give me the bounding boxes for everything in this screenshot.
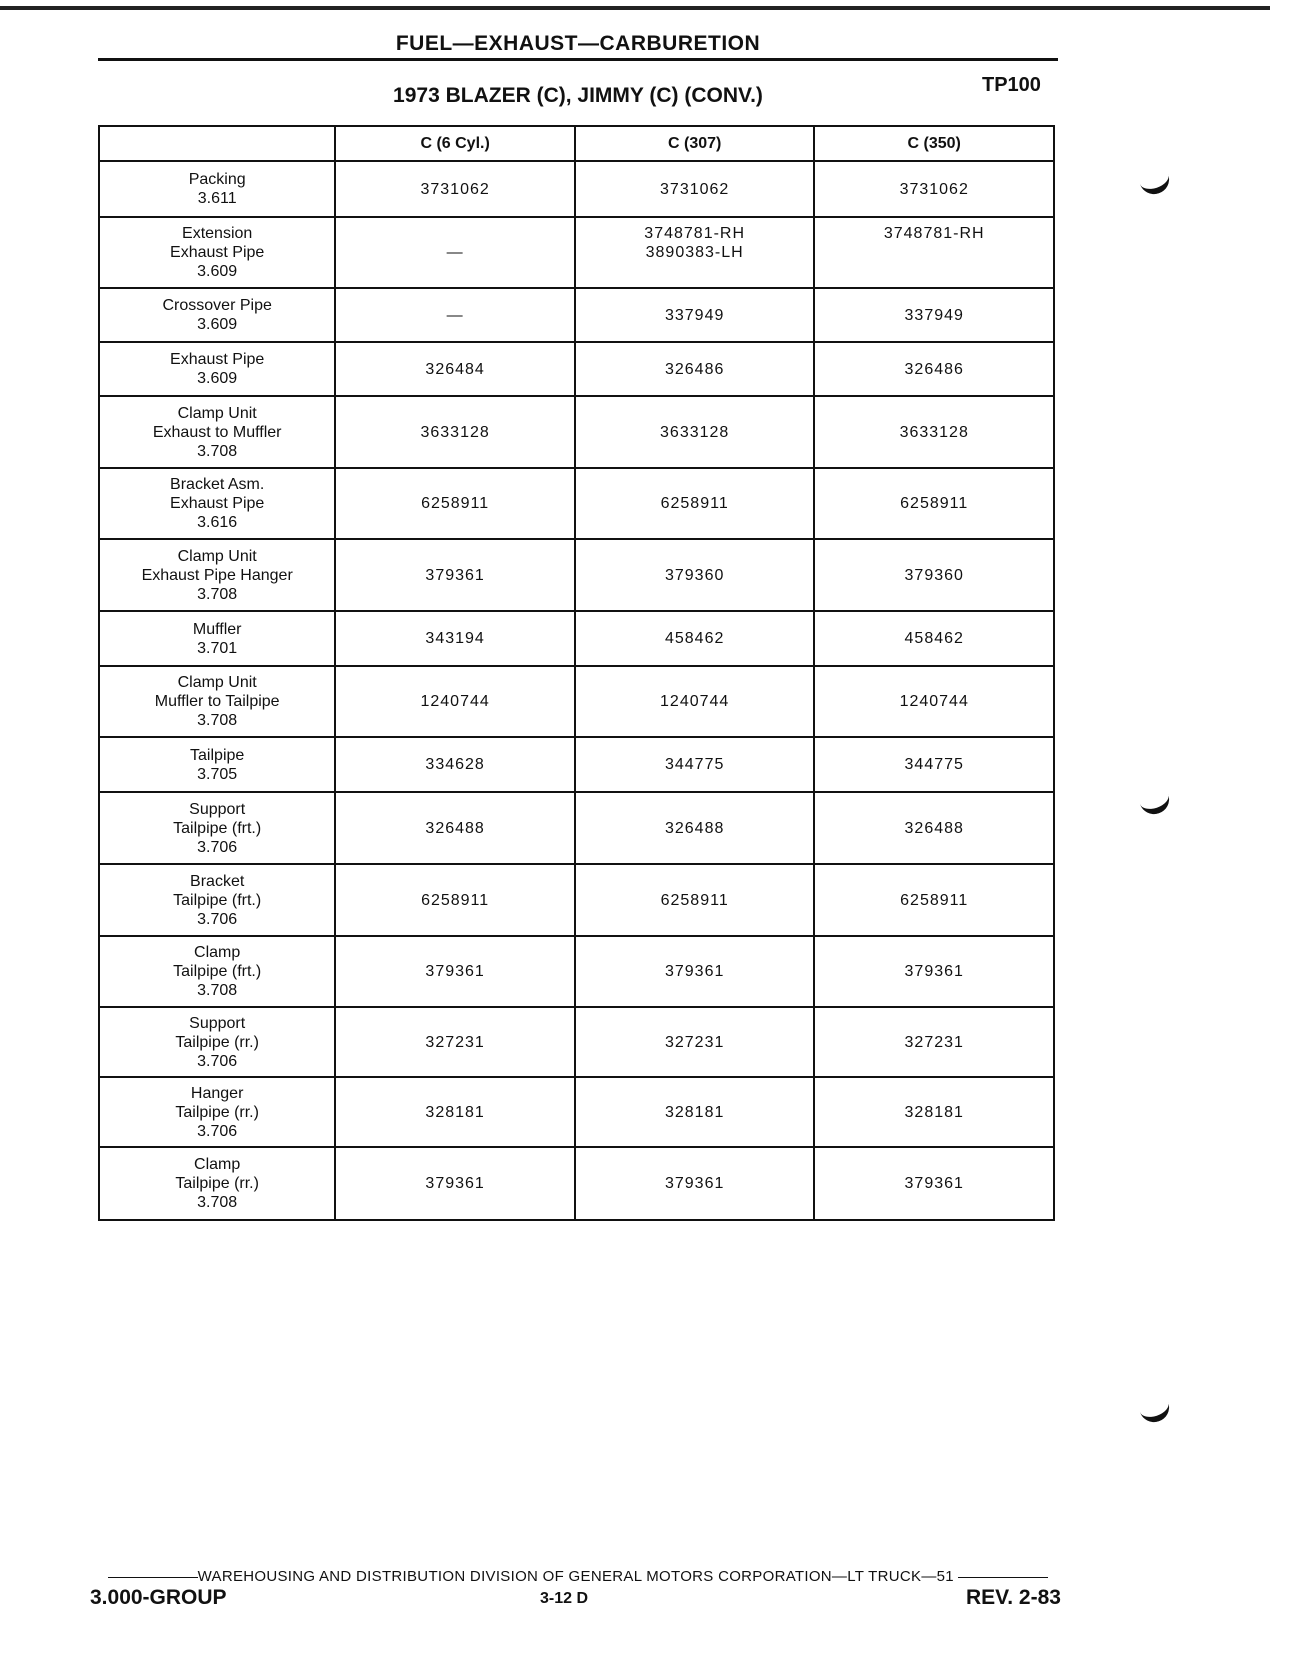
column-header: C (350) bbox=[814, 126, 1054, 161]
table-row bbox=[99, 1147, 1054, 1220]
cell-text: 379360 bbox=[904, 566, 964, 584]
cell-text: 326486 bbox=[904, 360, 964, 378]
table-row bbox=[99, 1007, 1054, 1077]
cell-text: Tailpipe (frt.) bbox=[173, 819, 262, 837]
document-code: TP100 bbox=[982, 74, 1041, 96]
cell-text: 379360 bbox=[664, 566, 725, 584]
table-row bbox=[99, 396, 1054, 468]
part-number-cell bbox=[335, 792, 575, 864]
part-name-cell bbox=[99, 288, 335, 342]
part-number-cell bbox=[335, 936, 575, 1007]
cell-text: Muffler bbox=[192, 620, 242, 638]
table-row bbox=[99, 864, 1054, 936]
cell-text: 3.708 bbox=[197, 442, 238, 460]
part-number-cell bbox=[335, 1077, 575, 1147]
cell-text: 3.708 bbox=[197, 585, 238, 603]
cell-text: Clamp Unit bbox=[177, 404, 257, 422]
table-row bbox=[99, 792, 1054, 864]
part-number-cell bbox=[335, 864, 575, 936]
part-number-cell bbox=[575, 1147, 815, 1220]
cell-text: 3.609 bbox=[197, 263, 238, 280]
cell-text: Tailpipe bbox=[190, 746, 245, 764]
part-number-cell bbox=[575, 737, 815, 792]
table-row bbox=[99, 539, 1054, 611]
cell-text: Tailpipe (frt.) bbox=[173, 891, 262, 909]
cell-text: 3.706 bbox=[197, 1052, 238, 1070]
cell-text: 3.609 bbox=[197, 316, 238, 333]
cell-text: 327231 bbox=[664, 1033, 725, 1051]
table-header-row bbox=[99, 126, 1054, 161]
part-number-cell bbox=[575, 539, 815, 611]
part-number-cell bbox=[814, 936, 1054, 1007]
part-number-cell bbox=[575, 1007, 815, 1077]
part-number-cell bbox=[814, 1077, 1054, 1147]
cell-text: Exhaust Pipe bbox=[170, 244, 265, 261]
cell-text: 3.706 bbox=[197, 910, 238, 928]
cell-text: 3.706 bbox=[197, 1122, 238, 1140]
cell-text: 6258911 bbox=[900, 891, 969, 909]
part-number-cell bbox=[575, 936, 815, 1007]
cell-text: Support bbox=[189, 800, 246, 818]
cell-text: 1240744 bbox=[660, 693, 730, 710]
cell-text: Muffler to Tailpipe bbox=[154, 693, 280, 710]
cell-text: 3731062 bbox=[660, 180, 730, 198]
part-number-cell bbox=[575, 792, 815, 864]
cell-text: 3.708 bbox=[197, 982, 238, 999]
cell-text: 3.616 bbox=[197, 514, 238, 531]
part-number-cell bbox=[335, 666, 575, 737]
part-number-cell bbox=[575, 161, 815, 217]
publisher-text: WAREHOUSING AND DISTRIBUTION DIVISION OF GENERAL MOTORS CORPORATION—LT TRUCK—51 bbox=[197, 1568, 954, 1585]
part-number-cell bbox=[814, 468, 1054, 539]
cell-text: 379361 bbox=[664, 963, 725, 980]
cell-text: 326484 bbox=[425, 360, 485, 378]
part-number-cell bbox=[335, 1147, 575, 1220]
cell-text: Bracket bbox=[190, 872, 245, 890]
part-number-cell bbox=[814, 539, 1054, 611]
column-header bbox=[99, 126, 335, 161]
table-row bbox=[99, 611, 1054, 666]
part-number-cell bbox=[575, 288, 815, 342]
cell-text: Hanger bbox=[190, 1084, 244, 1102]
part-number-cell bbox=[335, 342, 575, 396]
cell-text: 3.706 bbox=[197, 838, 238, 856]
cell-text: 343194 bbox=[425, 630, 485, 647]
cell-text: Support bbox=[189, 1014, 246, 1032]
part-number-cell bbox=[335, 1007, 575, 1077]
cell-text: 3633128 bbox=[660, 423, 730, 441]
part-number-cell bbox=[575, 396, 815, 468]
part-number-cell bbox=[814, 666, 1054, 737]
part-number-cell bbox=[814, 611, 1054, 666]
cell-text: Exhaust Pipe bbox=[170, 351, 265, 368]
cell-text: 326488 bbox=[664, 819, 725, 837]
part-name-cell bbox=[99, 396, 335, 468]
cell-text: 328181 bbox=[664, 1103, 725, 1121]
column-header: C (307) bbox=[575, 126, 815, 161]
cell-text: 458462 bbox=[904, 630, 964, 647]
part-number-cell bbox=[814, 737, 1054, 792]
part-number-cell bbox=[335, 217, 575, 288]
cell-text: Clamp bbox=[194, 1156, 241, 1173]
cell-text: 3731062 bbox=[420, 180, 490, 198]
part-name-cell bbox=[99, 737, 335, 792]
table-row bbox=[99, 666, 1054, 737]
cell-text: 3.708 bbox=[197, 712, 238, 729]
footer-page-number: 3-12 D bbox=[540, 1590, 589, 1607]
cell-text: Exhaust Pipe bbox=[170, 495, 265, 512]
top-rule bbox=[0, 6, 1270, 10]
cell-text: 6258911 bbox=[660, 891, 729, 909]
cell-text: — bbox=[446, 244, 464, 261]
part-number-cell bbox=[814, 342, 1054, 396]
table-row bbox=[99, 288, 1054, 342]
cell-text: 379361 bbox=[904, 963, 964, 980]
part-number-cell bbox=[335, 611, 575, 666]
cell-text: 379361 bbox=[425, 963, 485, 980]
part-name-cell bbox=[99, 666, 335, 737]
cell-text: 379361 bbox=[904, 1175, 964, 1192]
part-name-cell bbox=[99, 611, 335, 666]
part-number-cell bbox=[814, 396, 1054, 468]
part-number-cell bbox=[335, 288, 575, 342]
cell-text: 3890383-LH bbox=[645, 244, 744, 261]
table-row bbox=[99, 217, 1054, 288]
cell-text: Tailpipe (frt.) bbox=[173, 963, 262, 980]
parts-table-body bbox=[99, 161, 1054, 1220]
part-name-cell bbox=[99, 1007, 335, 1077]
cell-text: 3748781-RH bbox=[883, 225, 985, 242]
cell-text: 3731062 bbox=[899, 180, 969, 198]
part-number-cell bbox=[575, 611, 815, 666]
cell-text: 334628 bbox=[425, 756, 485, 773]
cell-text: 327231 bbox=[425, 1033, 485, 1051]
cell-text: 6258911 bbox=[421, 891, 490, 909]
cell-text: 6258911 bbox=[900, 495, 969, 512]
footer-publisher-line bbox=[98, 1568, 1058, 1585]
part-number-cell bbox=[814, 1147, 1054, 1220]
part-number-cell bbox=[814, 1007, 1054, 1077]
cell-text: 344775 bbox=[904, 756, 964, 773]
part-number-cell bbox=[335, 161, 575, 217]
part-number-cell bbox=[814, 161, 1054, 217]
cell-text: — bbox=[446, 306, 464, 324]
table-row bbox=[99, 342, 1054, 396]
part-name-cell bbox=[99, 792, 335, 864]
cell-text: Clamp bbox=[194, 944, 241, 961]
cell-text: 326486 bbox=[664, 360, 725, 378]
part-number-cell bbox=[575, 217, 815, 288]
cell-text: Bracket Asm. bbox=[170, 476, 265, 493]
part-name-cell bbox=[99, 468, 335, 539]
cell-text: 379361 bbox=[664, 1175, 725, 1192]
cell-text: Tailpipe (rr.) bbox=[175, 1033, 259, 1051]
part-number-cell bbox=[575, 342, 815, 396]
cell-text: Clamp Unit bbox=[177, 674, 257, 691]
cell-text: Clamp Unit bbox=[177, 547, 257, 565]
cell-text: 6258911 bbox=[421, 495, 490, 512]
cell-text: 379361 bbox=[425, 566, 485, 584]
table-row bbox=[99, 936, 1054, 1007]
part-name-cell bbox=[99, 539, 335, 611]
part-number-cell bbox=[575, 1077, 815, 1147]
part-number-cell bbox=[575, 666, 815, 737]
model-title: 1973 BLAZER (C), JIMMY (C) (CONV.) bbox=[393, 84, 763, 107]
cell-text: 337949 bbox=[904, 306, 964, 324]
table-row bbox=[99, 1077, 1054, 1147]
cell-text: Tailpipe (rr.) bbox=[175, 1103, 259, 1121]
cell-text: 3.708 bbox=[197, 1194, 238, 1211]
binder-hole-mark bbox=[1137, 786, 1173, 818]
cell-text: 3633128 bbox=[420, 423, 490, 441]
cell-text: Packing bbox=[188, 171, 246, 188]
part-number-cell bbox=[575, 864, 815, 936]
cell-text: Crossover Pipe bbox=[162, 297, 272, 314]
part-number-cell bbox=[335, 396, 575, 468]
cell-text: 379361 bbox=[425, 1175, 485, 1192]
part-name-cell bbox=[99, 864, 335, 936]
cell-text: 326488 bbox=[904, 819, 964, 837]
binder-hole-mark bbox=[1137, 166, 1173, 198]
table-row bbox=[99, 737, 1054, 792]
cell-text: 6258911 bbox=[660, 495, 729, 512]
cell-text: Extension bbox=[182, 225, 253, 242]
section-title: FUEL—EXHAUST—CARBURETION bbox=[395, 32, 761, 55]
cell-text: Exhaust to Muffler bbox=[152, 423, 282, 441]
title-rule bbox=[98, 58, 1058, 61]
part-name-cell bbox=[99, 161, 335, 217]
part-name-cell bbox=[99, 217, 335, 288]
cell-text: 458462 bbox=[664, 630, 725, 647]
footer-group: 3.000-GROUP bbox=[90, 1586, 227, 1609]
cell-text: 1240744 bbox=[899, 693, 969, 710]
part-number-cell bbox=[814, 792, 1054, 864]
cell-text: 344775 bbox=[664, 756, 725, 773]
cell-text: 328181 bbox=[904, 1103, 964, 1121]
cell-text: 3.611 bbox=[197, 190, 237, 207]
cell-text: 3633128 bbox=[899, 423, 969, 441]
cell-text: Tailpipe (rr.) bbox=[175, 1175, 259, 1192]
footer-revision: REV. 2-83 bbox=[966, 1586, 1061, 1609]
part-number-cell bbox=[814, 288, 1054, 342]
table-row bbox=[99, 468, 1054, 539]
cell-text: 3.701 bbox=[197, 639, 238, 657]
part-name-cell bbox=[99, 936, 335, 1007]
parts-table bbox=[98, 125, 1055, 1221]
cell-text: 1240744 bbox=[420, 693, 490, 710]
binder-hole-mark bbox=[1137, 1394, 1173, 1426]
cell-text: 3748781-RH bbox=[644, 225, 746, 242]
part-number-cell bbox=[335, 468, 575, 539]
part-number-cell bbox=[335, 539, 575, 611]
cell-text: 326488 bbox=[425, 819, 485, 837]
cell-text: 3.609 bbox=[197, 370, 238, 387]
cell-text: 3.705 bbox=[197, 765, 238, 783]
part-name-cell bbox=[99, 1147, 335, 1220]
table-row bbox=[99, 161, 1054, 217]
part-name-cell bbox=[99, 342, 335, 396]
part-name-cell bbox=[99, 1077, 335, 1147]
cell-text: 337949 bbox=[664, 306, 725, 324]
part-number-cell bbox=[814, 217, 1054, 288]
part-number-cell bbox=[335, 737, 575, 792]
part-number-cell bbox=[814, 864, 1054, 936]
cell-text: 327231 bbox=[904, 1033, 964, 1051]
column-header: C (6 Cyl.) bbox=[335, 126, 575, 161]
cell-text: Exhaust Pipe Hanger bbox=[141, 566, 293, 584]
cell-text: 328181 bbox=[425, 1103, 485, 1121]
part-number-cell bbox=[575, 468, 815, 539]
